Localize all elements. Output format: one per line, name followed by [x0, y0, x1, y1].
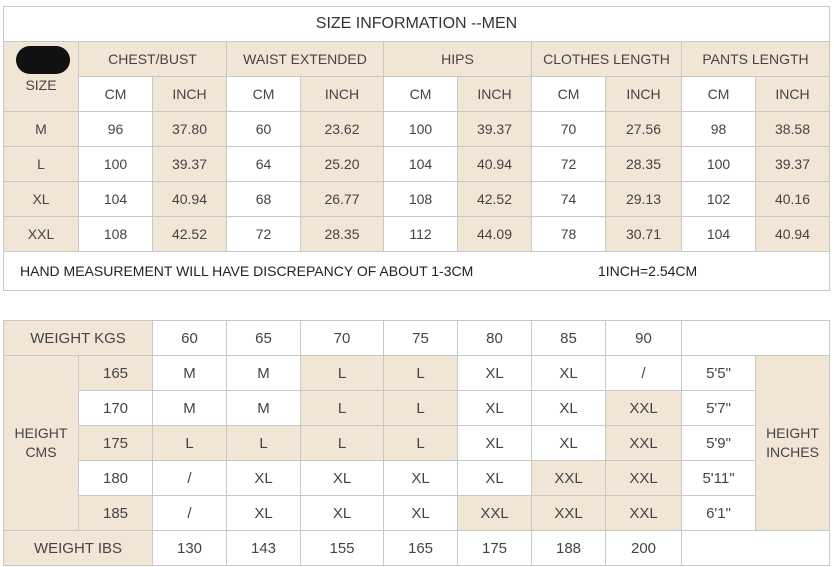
unit-inch: INCH [606, 77, 682, 112]
group-header-chest: CHEST/BUST [79, 42, 227, 77]
size-cell: L [384, 391, 458, 426]
size-cell: L [384, 356, 458, 391]
size-cell: XXL [458, 496, 532, 531]
measure-cell: 74 [532, 182, 606, 217]
size-cell: XXL [606, 426, 682, 461]
size-cell: XL [384, 461, 458, 496]
unit-inch: INCH [153, 77, 227, 112]
weight-ib-value: 130 [153, 531, 227, 566]
size-cell: XL [458, 391, 532, 426]
height-cm-value: 185 [79, 496, 153, 531]
group-header-pants-length: PANTS LENGTH [682, 42, 830, 77]
unit-inch: INCH [756, 77, 830, 112]
measure-cell: 72 [532, 147, 606, 182]
size-cell: M [227, 391, 301, 426]
table-row [4, 391, 830, 426]
weight-ib-value: 143 [227, 531, 301, 566]
size-cell: M [153, 391, 227, 426]
unit-cm: CM [79, 77, 153, 112]
size-cell: XL [532, 356, 606, 391]
table-row [4, 426, 830, 461]
size-cell: XL [227, 496, 301, 531]
table-row [4, 182, 830, 217]
measure-cell: 44.09 [458, 217, 532, 252]
size-cell: XXL [606, 461, 682, 496]
table-row [4, 112, 830, 147]
height-inch-value: 5'5" [682, 356, 756, 391]
measure-cell: 78 [532, 217, 606, 252]
weight-kgs-label: WEIGHT KGS [4, 321, 153, 356]
measure-cell: 102 [682, 182, 756, 217]
table-row [4, 461, 830, 496]
weight-ib-value: 175 [458, 531, 532, 566]
table-row [4, 356, 830, 391]
measure-cell: 70 [532, 112, 606, 147]
height-inch-value: 5'11" [682, 461, 756, 496]
weight-kg-value: 60 [153, 321, 227, 356]
measure-cell: 40.94 [458, 147, 532, 182]
height-inch-value: 6'1" [682, 496, 756, 531]
size-cell: / [153, 461, 227, 496]
group-header-waist: WAIST EXTENDED [227, 42, 384, 77]
size-cell: L [301, 391, 384, 426]
height-cm-value: 165 [79, 356, 153, 391]
size-header: SIZE [25, 76, 57, 93]
measure-cell: 104 [79, 182, 153, 217]
measure-cell: 68 [227, 182, 301, 217]
size-label: M [4, 112, 79, 147]
weight-kg-value: 75 [384, 321, 458, 356]
measure-cell: 39.37 [153, 147, 227, 182]
measure-cell: 28.35 [606, 147, 682, 182]
measure-cell: 25.20 [301, 147, 384, 182]
measure-cell: 42.52 [458, 182, 532, 217]
measure-cell: 104 [384, 147, 458, 182]
measure-cell: 40.94 [756, 217, 830, 252]
empty-cell [682, 321, 830, 356]
size-cell: XXL [532, 461, 606, 496]
measure-cell: 39.37 [458, 112, 532, 147]
unit-cm: CM [227, 77, 301, 112]
size-cell: L [227, 426, 301, 461]
size-cell: M [227, 356, 301, 391]
measure-cell: 38.58 [756, 112, 830, 147]
height-cm-value: 170 [79, 391, 153, 426]
size-info-title: SIZE INFORMATION --MEN [4, 7, 830, 42]
height-cm-value: 175 [79, 426, 153, 461]
height-cms-label: HEIGHT CMS [4, 356, 79, 531]
unit-cm: CM [532, 77, 606, 112]
empty-cell [682, 531, 830, 566]
unit-cm: CM [384, 77, 458, 112]
unit-inch: INCH [301, 77, 384, 112]
table-row [4, 217, 830, 252]
measure-cell: 64 [227, 147, 301, 182]
measure-cell: 108 [79, 217, 153, 252]
weight-kg-value: 65 [227, 321, 301, 356]
size-cell: XXL [606, 496, 682, 531]
size-cell: M [153, 356, 227, 391]
size-cell: XXL [606, 391, 682, 426]
weight-kg-value: 80 [458, 321, 532, 356]
height-inch-value: 5'7" [682, 391, 756, 426]
measure-cell: 72 [227, 217, 301, 252]
table-row [4, 496, 830, 531]
weight-ib-value: 188 [532, 531, 606, 566]
size-cell: XL [458, 461, 532, 496]
measure-cell: 98 [682, 112, 756, 147]
height-cm-value: 180 [79, 461, 153, 496]
size-cell: L [301, 426, 384, 461]
size-cell: L [153, 426, 227, 461]
size-cell: XL [384, 496, 458, 531]
weight-kg-value: 85 [532, 321, 606, 356]
measure-cell: 100 [79, 147, 153, 182]
group-header-clothes-length: CLOTHES LENGTH [532, 42, 682, 77]
measure-cell: 104 [682, 217, 756, 252]
table-row [4, 147, 830, 182]
measure-cell: 96 [79, 112, 153, 147]
size-label: XL [4, 182, 79, 217]
measure-cell: 23.62 [301, 112, 384, 147]
measure-cell: 40.16 [756, 182, 830, 217]
size-cell: XL [458, 426, 532, 461]
weight-height-table [3, 320, 830, 566]
weight-ib-value: 165 [384, 531, 458, 566]
redacted-mark [16, 46, 70, 74]
measure-cell: 28.35 [301, 217, 384, 252]
measure-cell: 26.77 [301, 182, 384, 217]
measure-cell: 100 [384, 112, 458, 147]
note-row [4, 252, 830, 291]
measure-cell: 42.52 [153, 217, 227, 252]
size-cell: XL [532, 426, 606, 461]
measure-cell: 30.71 [606, 217, 682, 252]
size-cell: XXL [532, 496, 606, 531]
measurement-note: HAND MEASUREMENT WILL HAVE DISCREPANCY OF ABOUT 1-3CM [20, 263, 474, 279]
size-cell: / [606, 356, 682, 391]
measure-cell: 60 [227, 112, 301, 147]
size-cell: XL [458, 356, 532, 391]
weight-ibs-label: WEIGHT IBS [4, 531, 153, 566]
weight-kg-value: 90 [606, 321, 682, 356]
weight-ib-value: 200 [606, 531, 682, 566]
size-cell: XL [532, 391, 606, 426]
measure-cell: 40.94 [153, 182, 227, 217]
inch-conversion: 1INCH=2.54CM [598, 263, 698, 279]
size-information-table [3, 6, 830, 291]
size-cell: XL [301, 461, 384, 496]
size-cell: L [301, 356, 384, 391]
measure-cell: 100 [682, 147, 756, 182]
size-label: XXL [4, 217, 79, 252]
measure-cell: 37.80 [153, 112, 227, 147]
measure-cell: 112 [384, 217, 458, 252]
size-cell: XL [227, 461, 301, 496]
weight-ib-value: 155 [301, 531, 384, 566]
unit-inch: INCH [458, 77, 532, 112]
measure-cell: 108 [384, 182, 458, 217]
measure-cell: 39.37 [756, 147, 830, 182]
size-cell: L [384, 426, 458, 461]
size-cell: / [153, 496, 227, 531]
measure-cell: 27.56 [606, 112, 682, 147]
size-header-cell [4, 42, 79, 112]
weight-kg-value: 70 [301, 321, 384, 356]
measure-cell: 29.13 [606, 182, 682, 217]
size-label: L [4, 147, 79, 182]
size-cell: XL [301, 496, 384, 531]
height-inch-value: 5'9" [682, 426, 756, 461]
unit-cm: CM [682, 77, 756, 112]
height-inches-label: HEIGHT INCHES [756, 356, 830, 531]
group-header-hips: HIPS [384, 42, 532, 77]
